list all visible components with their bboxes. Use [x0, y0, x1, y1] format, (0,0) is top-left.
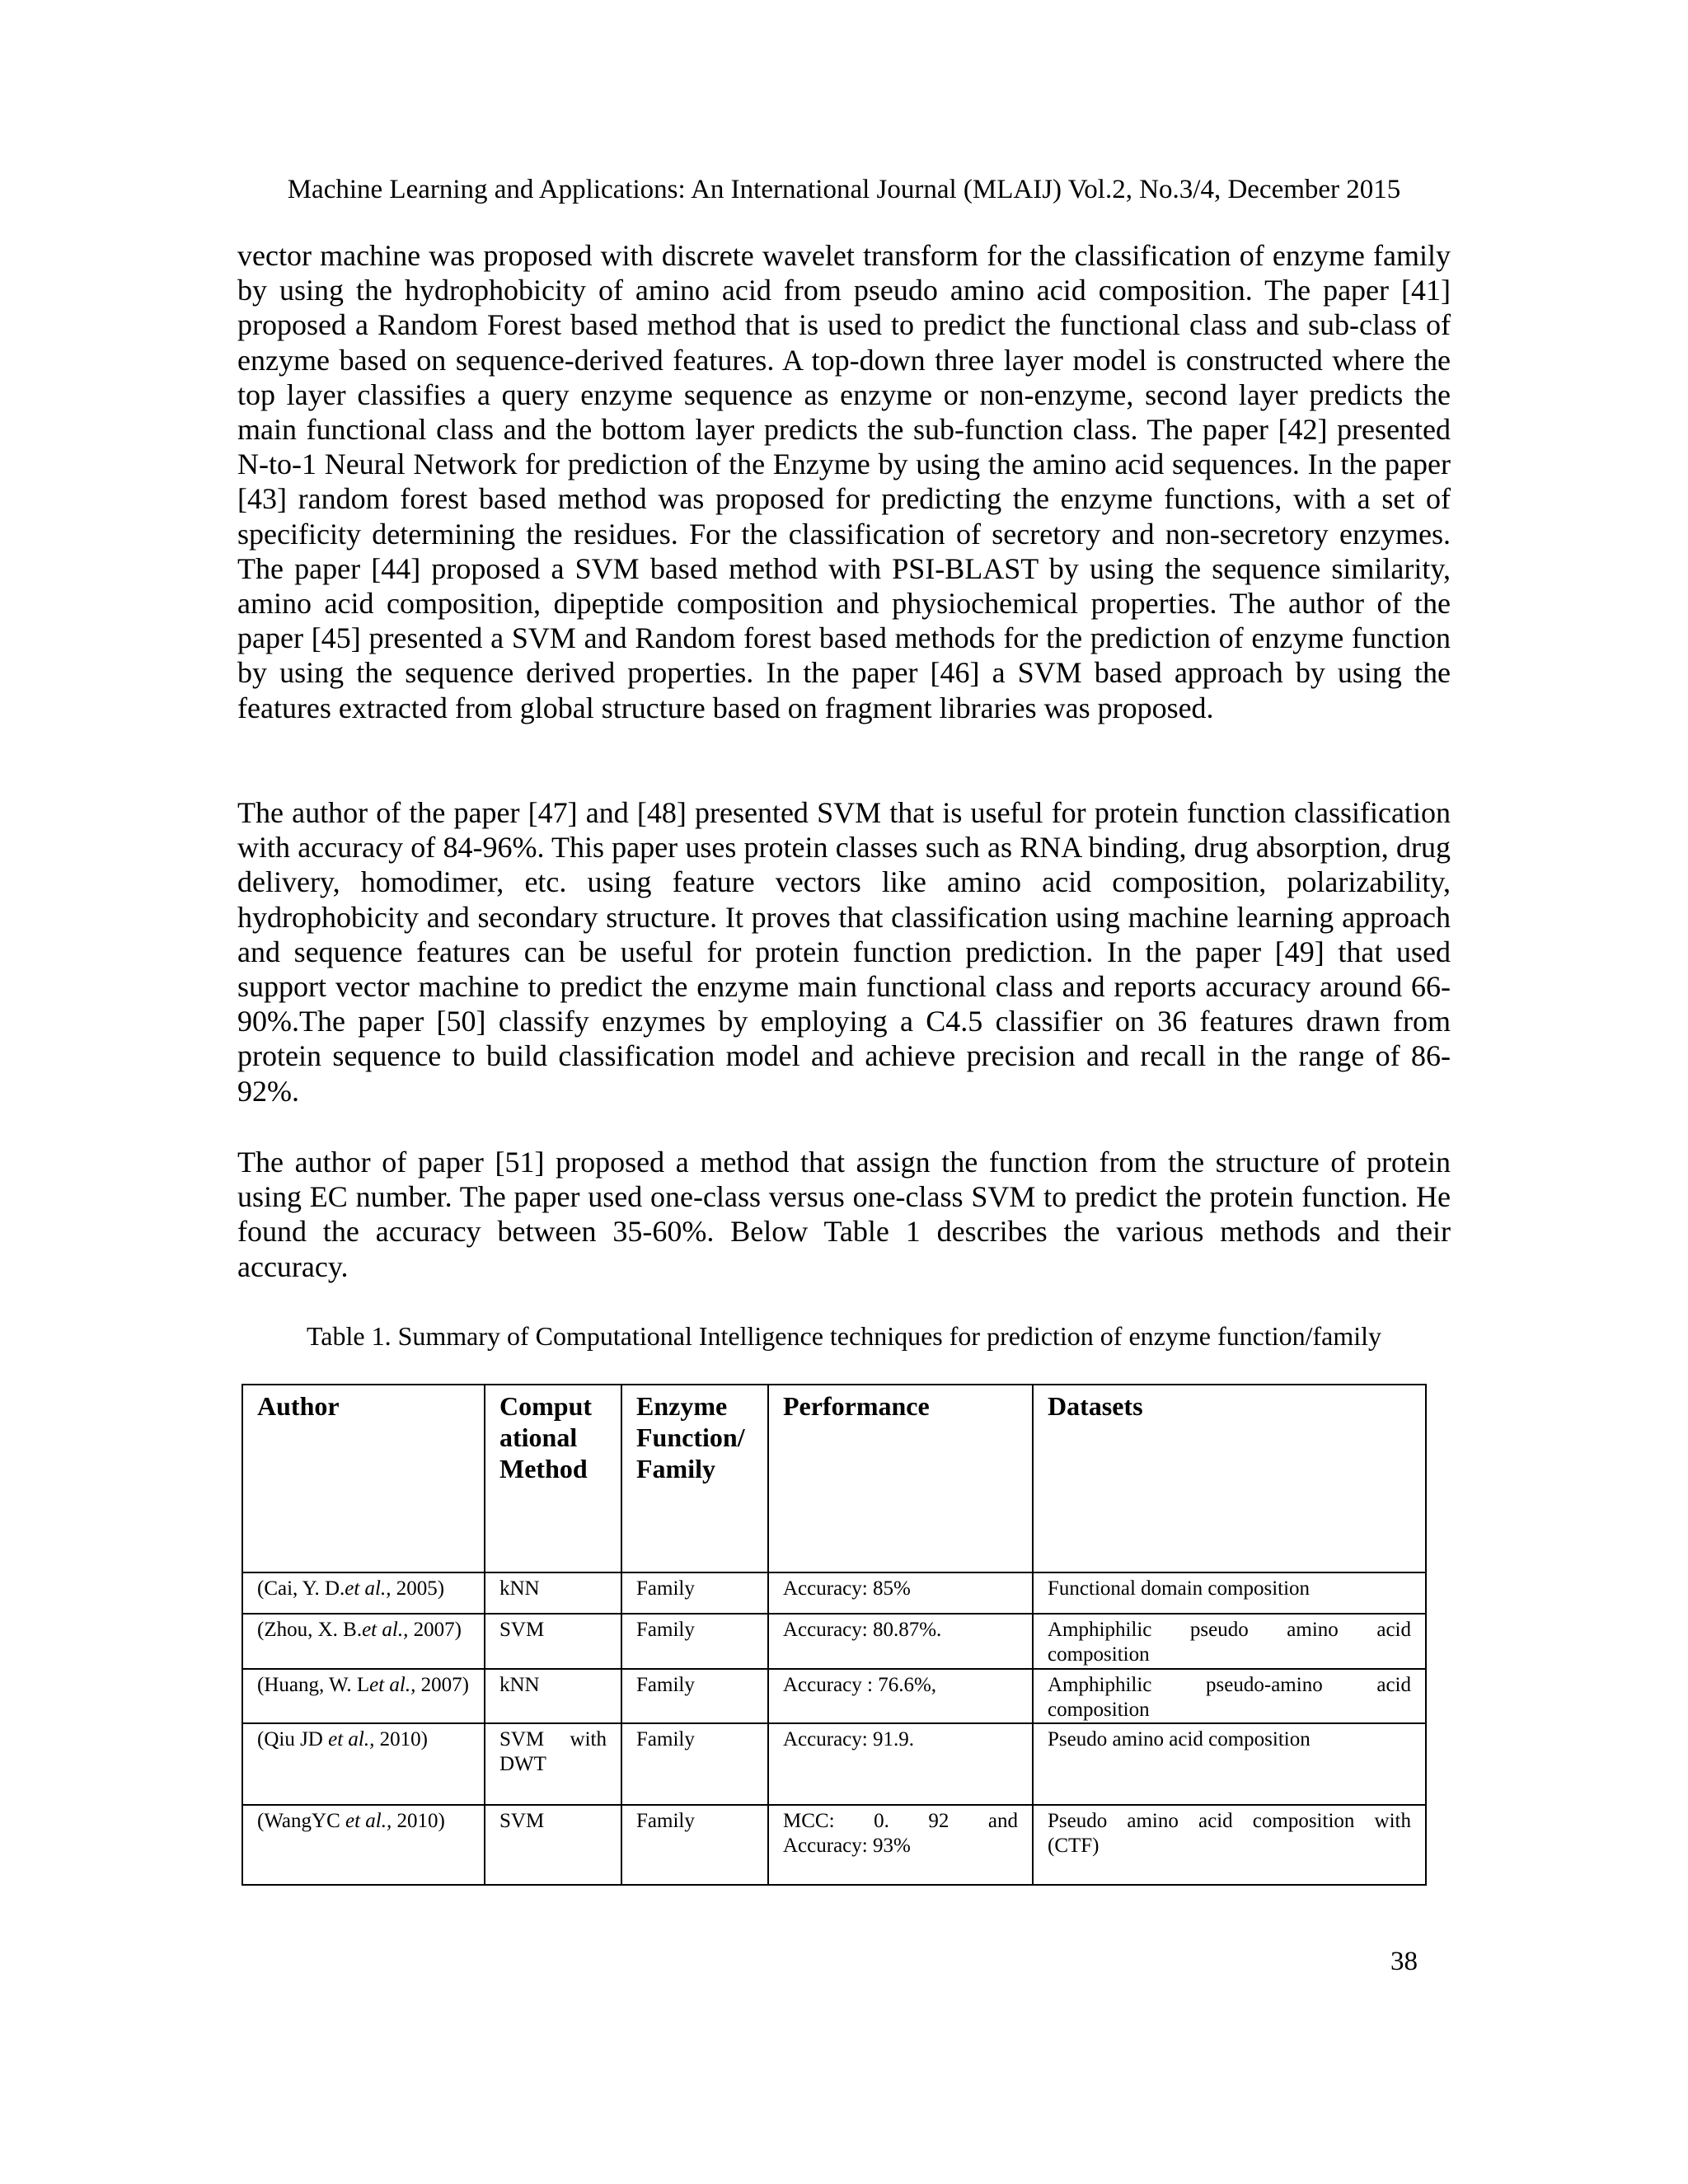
header-author: Author [242, 1385, 485, 1572]
body-paragraph-1: vector machine was proposed with discrete wavelet transform for the classification of enzyme family by using the hydrophobicity of amino acid from pseudo amino acid composition. The paper [41] proposed a Random Forest based method that is used to predict the functional class and sub-class of enzyme based on sequence-derived features. A top-down three layer model is constructed where the top layer classifies a query enzyme sequence as enzyme or non-enzyme, second layer predicts the main functional class and the bottom layer predicts the sub-function class. The paper [42] presented N-to-1 Neural Network for prediction of the Enzyme by using the amino acid sequences. In the paper [43] random forest based method was proposed for predicting the enzyme functions, with a set of specificity determining the residues. For the classification of secretory and non-secretory enzymes. The paper [44] proposed a SVM based method with PSI-BLAST by using the sequence similarity, amino acid composition, dipeptide composition and physiochemical properties. The author of the paper [45] presented a SVM and Random forest based methods for the prediction of enzyme function by using the sequence derived properties. In the paper [46] a SVM based approach by using the features extracted from global structure based on fragment libraries was proposed. [237, 239, 1451, 724]
header-datasets: Datasets [1033, 1385, 1426, 1572]
cell-author: (WangYC et al., 2010) [242, 1805, 485, 1885]
body-paragraph-3: The author of paper [51] proposed a method that assign the function from the structure of protein using EC number. The paper used one-class versus one-class SVM to predict the protein function. He found the accuracy between 35-60%. Below Table 1 describes the various methods and their accuracy. [237, 1146, 1451, 1283]
cell-author: (Cai, Y. D.et al., 2005) [242, 1572, 485, 1614]
cell-author: (Zhou, X. B.et al., 2007) [242, 1614, 485, 1669]
header-performance: Performance [768, 1385, 1033, 1572]
cell-family: Family [621, 1572, 768, 1614]
cell-datasets: Pseudo amino acid composition [1033, 1723, 1426, 1805]
cell-family: Family [621, 1805, 768, 1885]
table-row [242, 1723, 1426, 1805]
cell-datasets: Functional domain composition [1033, 1572, 1426, 1614]
cell-performance: Accuracy: 85% [768, 1572, 1033, 1614]
table-row [242, 1572, 1426, 1614]
header-computational-method: Comput ational Method [485, 1385, 621, 1572]
cell-family: Family [621, 1669, 768, 1724]
cell-method: kNN [485, 1572, 621, 1614]
cell-method: SVM with DWT [485, 1723, 621, 1805]
body-paragraph-2: The author of the paper [47] and [48] presented SVM that is useful for protein function classification with accuracy of 84-96%. This paper uses protein classes such as RNA binding, drug absorption, drug delivery, homodimer, etc. using feature vectors like amino acid composition, polarizability, hydrophobicity and secondary structure. It proves that classification using machine learning approach and sequence features can be useful for protein function prediction. In the paper [49] that used support vector machine to predict the enzyme main functional class and reports accuracy around 66-90%.The paper [50] classify enzymes by employing a C4.5 classifier on 36 features drawn from protein sequence to build classification model and achieve precision and recall in the range of 86-92%. [237, 796, 1451, 1108]
cell-datasets: Amphiphilic pseudo amino acid composition [1033, 1614, 1426, 1669]
cell-performance: MCC: 0. 92 and Accuracy: 93% [768, 1805, 1033, 1885]
cell-method: SVM [485, 1614, 621, 1669]
cell-datasets: Amphiphilic pseudo-amino acid composition [1033, 1669, 1426, 1724]
table-row [242, 1805, 1426, 1885]
cell-performance: Accuracy: 91.9. [768, 1723, 1033, 1805]
table-row [242, 1669, 1426, 1724]
cell-performance: Accuracy: 80.87%. [768, 1614, 1033, 1669]
table-row [242, 1614, 1426, 1669]
cell-family: Family [621, 1614, 768, 1669]
running-header: Machine Learning and Applications: An International Journal (MLAIJ) Vol.2, No.3/4, December 2015 [287, 175, 1401, 204]
cell-method: SVM [485, 1805, 621, 1885]
summary-table [241, 1384, 1427, 1886]
page-number: 38 [1390, 1947, 1418, 1976]
table-header-row [242, 1385, 1426, 1572]
cell-author: (Qiu JD et al., 2010) [242, 1723, 485, 1805]
cell-performance: Accuracy : 76.6%, [768, 1669, 1033, 1724]
cell-author: (Huang, W. Let al., 2007) [242, 1669, 485, 1724]
cell-method: kNN [485, 1669, 621, 1724]
table-caption: Table 1. Summary of Computational Intelligence techniques for prediction of enzyme function/family [306, 1321, 1382, 1351]
cell-datasets: Pseudo amino acid composition with (CTF) [1033, 1805, 1426, 1885]
header-enzyme-family: Enzyme Function/ Family [621, 1385, 768, 1572]
cell-family: Family [621, 1723, 768, 1805]
